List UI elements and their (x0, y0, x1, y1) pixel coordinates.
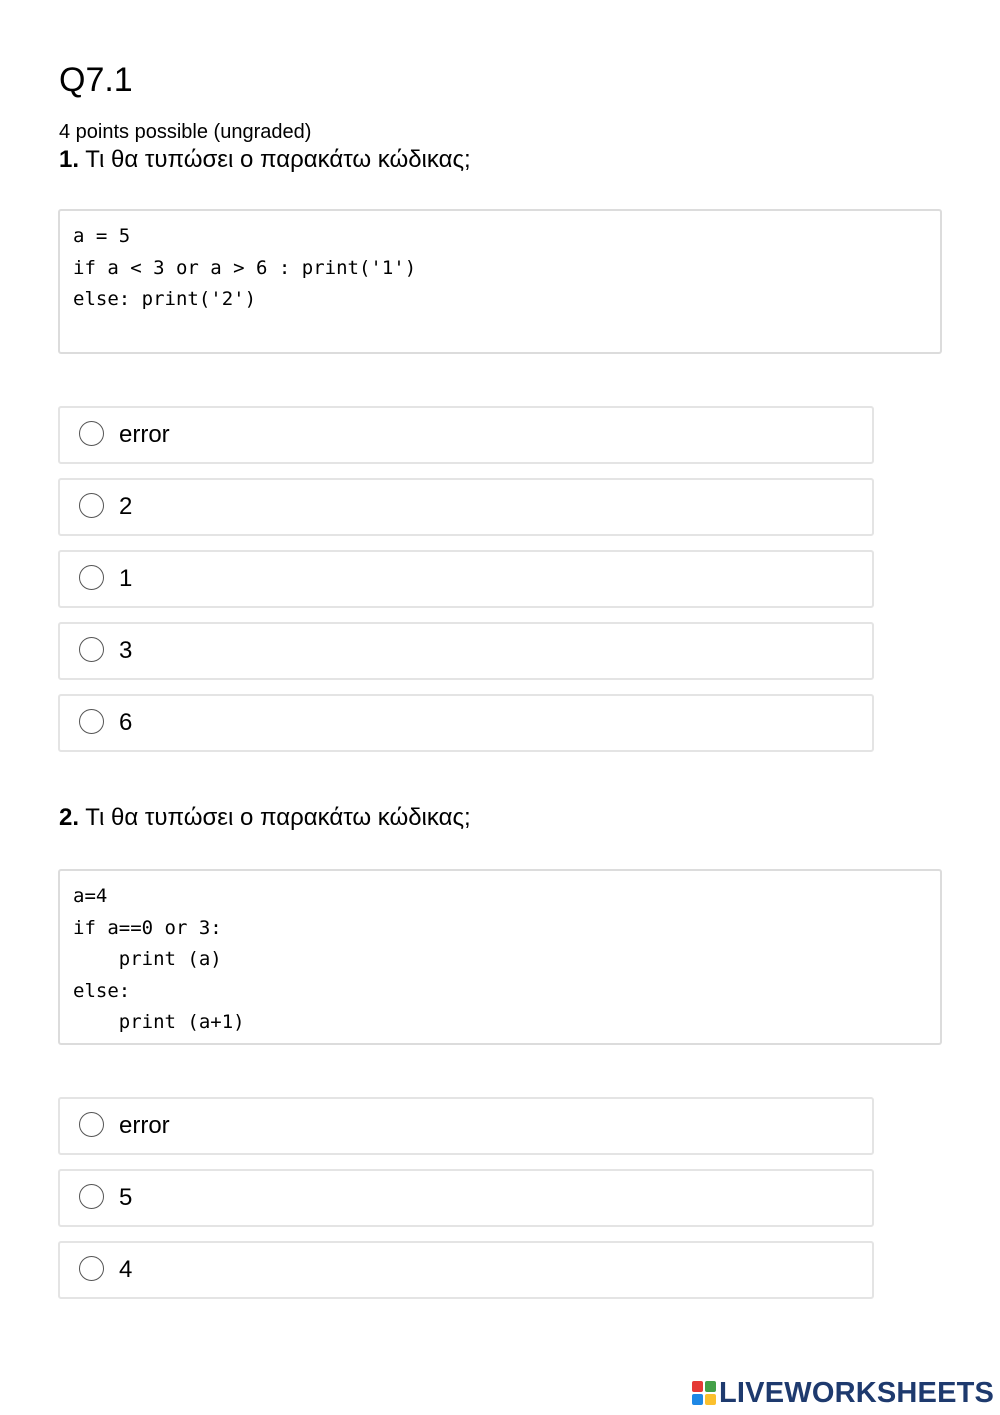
option-label: 3 (119, 637, 133, 664)
logo-mark-square (705, 1381, 716, 1392)
q2-option-4[interactable] (58, 1241, 874, 1299)
q1-option-error[interactable] (58, 406, 874, 464)
question-2-number: 2. (59, 804, 80, 831)
q1-option-2[interactable] (58, 478, 874, 536)
radio-icon[interactable] (79, 1256, 104, 1281)
question-2-text: Τι θα τυπώσει ο παρακάτω κώδικας; (85, 804, 471, 831)
question-1-text: Τι θα τυπώσει ο παρακάτω κώδικας; (85, 146, 471, 173)
q1-option-1[interactable] (58, 550, 874, 608)
logo-mark-square (692, 1381, 703, 1392)
liveworksheets-logo (692, 1375, 994, 1411)
option-label: 6 (119, 709, 133, 736)
question-2-code-block (58, 869, 942, 1045)
page-title: Q7.1 (59, 61, 133, 99)
question-1-code-block (58, 209, 942, 354)
question-1-code: a = 5 if a < 3 or a > 6 : print('1') else: print('2') (73, 225, 417, 310)
points-info: 4 points possible (ungraded) (59, 121, 312, 143)
option-label: 5 (119, 1184, 133, 1211)
q2-option-error[interactable] (58, 1097, 874, 1155)
option-label: error (119, 421, 170, 448)
radio-icon[interactable] (79, 1184, 104, 1209)
question-1 (59, 145, 471, 175)
logo-mark-icon (692, 1381, 716, 1405)
radio-icon[interactable] (79, 1112, 104, 1137)
logo-mark-square (692, 1394, 703, 1405)
option-label: 2 (119, 493, 133, 520)
logo-text: LIVEWORKSHEETS (719, 1377, 995, 1409)
radio-icon[interactable] (79, 709, 104, 734)
radio-icon[interactable] (79, 565, 104, 590)
option-label: 4 (119, 1256, 133, 1283)
radio-icon[interactable] (79, 421, 104, 446)
q1-option-6[interactable] (58, 694, 874, 752)
option-label: 1 (119, 565, 133, 592)
q1-option-3[interactable] (58, 622, 874, 680)
radio-icon[interactable] (79, 493, 104, 518)
question-1-number: 1. (59, 146, 80, 173)
q2-option-5[interactable] (58, 1169, 874, 1227)
question-2 (59, 803, 471, 833)
radio-icon[interactable] (79, 637, 104, 662)
option-label: error (119, 1112, 170, 1139)
question-2-code: a=4 if a==0 or 3: print (a) else: print (a+1) (73, 885, 245, 1033)
logo-mark-square (705, 1394, 716, 1405)
